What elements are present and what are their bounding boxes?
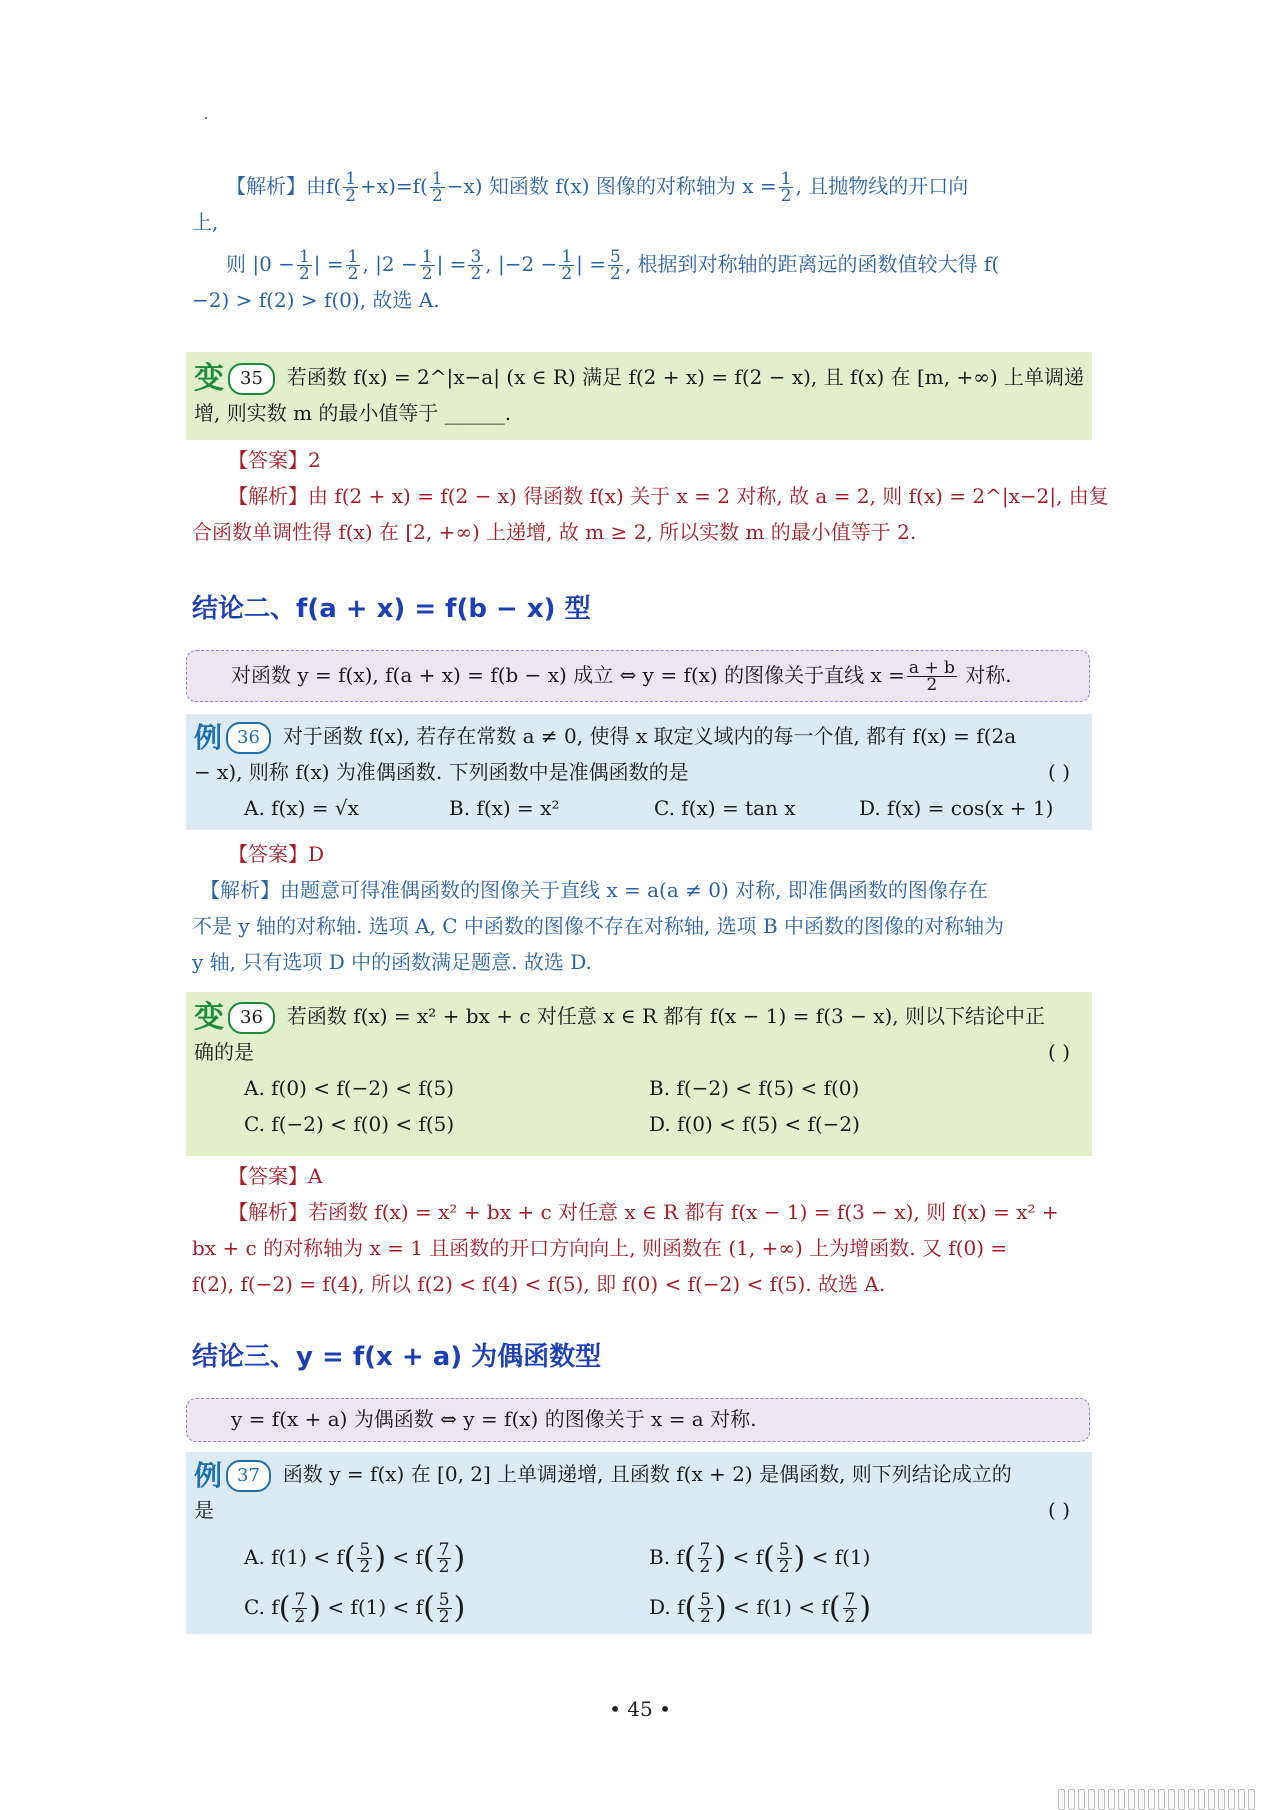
solution-line: bx + c 的对称轴为 x = 1 且函数的开口方向向上, 则函数在 (1, +∞) 上为增函数. 又 f(0) =: [192, 1236, 1008, 1260]
example-badge: 例 36: [194, 722, 271, 754]
question-text: 对于函数 f(x), 若存在常数 a ≠ 0, 使得 x 取定义域内的每一个值, 都有 f(x) = f(2a: [282, 724, 1017, 748]
option-a: A. f(x) = √x: [244, 796, 359, 820]
answer-line: 【答案】2: [228, 448, 321, 472]
fraction: $\frac{1}{2}$: [298, 247, 310, 284]
solution-line: f(2), f(−2) = f(4), 所以 f(2) < f(4) < f(5), 即 f(0) < f(−2) < f(5). 故选 A.: [192, 1272, 886, 1296]
option-b: B. f( $\frac{7}{2}$ ) < f( $\frac{5}{2}$ ) < f(1): [649, 1540, 871, 1577]
fraction: $\frac{5}{2}$: [610, 247, 621, 284]
answer-bracket: ( ): [1048, 760, 1070, 784]
option-b: B. f(−2) < f(5) < f(0): [649, 1076, 860, 1100]
option-d: D. f(0) < f(5) < f(−2): [649, 1112, 860, 1136]
section-heading: 结论三、y = f(x + a) 为偶函数型: [192, 1342, 602, 1372]
fraction: $\frac{1}{2}$: [345, 169, 357, 206]
option-d: D. f(x) = cos(x + 1): [859, 796, 1054, 820]
options-row: [194, 1106, 1084, 1142]
variant-36-box: [186, 992, 1092, 1156]
option-c: C. f(x) = tan x: [654, 796, 796, 820]
solution-line: 【解析】若函数 f(x) = x² + bx + c 对任意 x ∈ R 都有 f(x − 1) = f(3 − x), 则 f(x) = x² +: [228, 1200, 1059, 1224]
example-36-box: [186, 714, 1092, 830]
options-row: [194, 1582, 1084, 1632]
fraction: $\frac{1}{2}$: [561, 247, 573, 284]
solution-line: 不是 y 轴的对称轴. 选项 A, C 中函数的图像不存在对称轴, 选项 B 中函数的图像的对称轴为: [192, 914, 1005, 938]
answer-line: 【答案】D: [228, 842, 325, 866]
conclusion-box-2: 对函数 y = f(x), f(a + x) = f(b − x) 成立 ⇔ y = f(x) 的图像关于直线 x = $\frac{a + b}{2}$ 对称.: [186, 650, 1090, 702]
solution-line: −2) > f(2) > f(0), 故选 A.: [192, 288, 440, 312]
options-row: [194, 1532, 1084, 1582]
option-a: A. f(1) < f( $\frac{5}{2}$ ) < f( $\frac{7}{2}$ ): [244, 1540, 466, 1577]
solution-line: y 轴, 只有选项 D 中的函数满足题意. 故选 D.: [192, 950, 592, 974]
example-36-answer: [192, 836, 1094, 980]
question-text: 若函数 f(x) = 2^|x−a| (x ∈ R) 满足 f(2 + x) = f(2 − x), 且 f(x) 在 [m, +∞) 上单调递: [286, 365, 1085, 389]
question-text: 确的是: [194, 1040, 254, 1064]
variant-35-answer: [192, 442, 1109, 550]
fraction: $\frac{1}{2}$: [421, 247, 433, 284]
fraction: $\frac{a + b}{2}$: [908, 658, 955, 695]
option-d: D. f( $\frac{5}{2}$ ) < f(1) < f( $\frac{7}{2}$ ): [649, 1590, 872, 1627]
fraction: $\frac{1}{2}$: [347, 247, 359, 284]
example-badge: 例 37: [194, 1460, 271, 1492]
scan-dot: [205, 117, 207, 119]
question-text: 若函数 f(x) = x² + bx + c 对任意 x ∈ R 都有 f(x − 1) = f(3 − x), 则以下结论中正: [286, 1004, 1045, 1028]
variant-badge: 变 36: [194, 1002, 275, 1034]
question-text: 增, 则实数 m 的最小值等于 ______.: [194, 401, 512, 425]
answer-line: 【答案】A: [228, 1164, 323, 1188]
solution-line: 上,: [192, 210, 219, 234]
solution-label: 【解析】: [226, 174, 306, 198]
variant-35-box: [186, 352, 1092, 440]
answer-bracket: ( ): [1048, 1498, 1070, 1522]
solution-line: 【解析】由 f(2 + x) = f(2 − x) 得函数 f(x) 关于 x = 2 对称, 故 a = 2, 则 f(x) = 2^|x−2|, 由复: [228, 484, 1109, 508]
conclusion-box-3: y = f(x + a) 为偶函数 ⇔ y = f(x) 的图像关于 x = a 对称.: [186, 1398, 1090, 1442]
option-c: C. f( $\frac{7}{2}$ ) < f(1) < f( $\frac{5}{2}$ ): [244, 1590, 466, 1627]
solution-line: 【解析】由题意可得准偶函数的图像关于直线 x = a(a ≠ 0) 对称, 即准偶函数的图像存在: [200, 878, 988, 902]
example-37-box: [186, 1452, 1092, 1634]
solution-block-top: 【解析】由f( $\frac{1}{2}$ +x)=f( $\frac{1}{2}$ −x) 知函数 f(x) 图像的对称轴为 x = $\frac{1}{2}$ , 且抛物线的开口向 上, 则 |0 − $\frac{1}{2}$ | = $\frac{1}{2}$ , |2 − $\frac{1}{2}$ | = $\frac{3}{2}$ , |−2 − $\frac{1}{2}$ | = $\frac{5}{2}$ , 根据到对称轴的距离远的函数值较大得 f( −2) > f(2) > f(0), 故选 A.: [192, 168, 1094, 318]
option-b: B. f(x) = x²: [449, 796, 560, 820]
watermark-icon: [1058, 1789, 1255, 1810]
fraction: $\frac{3}{2}$: [470, 247, 482, 284]
solution-line: 合函数单调性得 f(x) 在 [2, +∞) 上递增, 故 m ≥ 2, 所以实数 m 的最小值等于 2.: [192, 520, 917, 544]
options-row: [194, 790, 1084, 826]
section-heading: 结论二、f(a + x) = f(b − x) 型: [192, 594, 591, 624]
question-text: 是: [194, 1498, 214, 1522]
fraction: $\frac{1}{2}$: [431, 169, 443, 206]
variant-36-answer: [192, 1158, 1094, 1302]
options-row: [194, 1070, 1084, 1106]
option-c: C. f(−2) < f(0) < f(5): [244, 1112, 455, 1136]
answer-bracket: ( ): [1048, 1040, 1070, 1064]
fraction: $\frac{1}{2}$: [780, 169, 792, 206]
option-a: A. f(0) < f(−2) < f(5): [244, 1076, 455, 1100]
page-number: • 45 •: [609, 1697, 671, 1721]
question-text: − x), 则称 f(x) 为准偶函数. 下列函数中是准偶函数的是: [194, 760, 689, 784]
variant-badge: 变 35: [194, 363, 275, 395]
question-text: 函数 y = f(x) 在 [0, 2] 上单调递增, 且函数 f(x + 2) 是偶函数, 则下列结论成立的: [282, 1462, 1012, 1486]
